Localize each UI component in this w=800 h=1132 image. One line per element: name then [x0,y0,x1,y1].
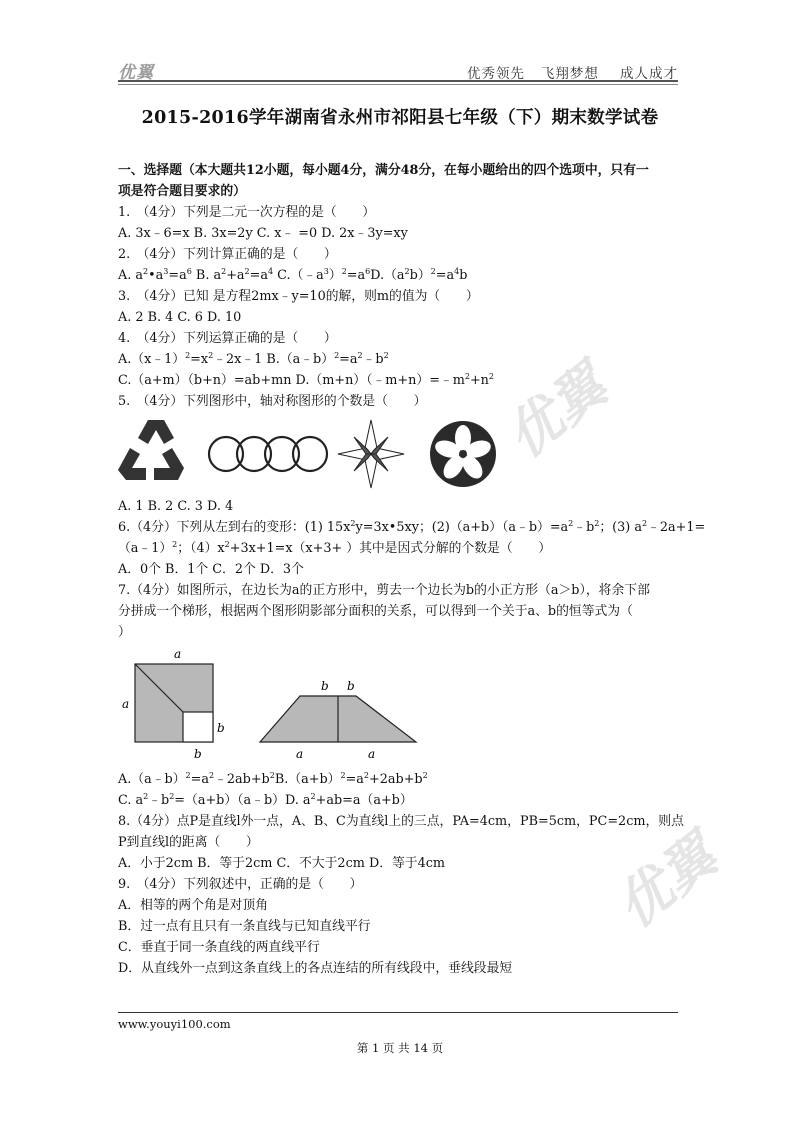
question-8-line2: P到直线l的距离（ ） [118,835,259,850]
question-6-line2: （a﹣1）$^2$；$(4)x^2+3x+1=x(x+3+$ ）其中是因式分解的个数是（ ） [118,540,552,556]
watermark: 优翼 [604,823,729,940]
question-2-stem: 2. （4分）下列计算正确的是（ ） [118,247,337,262]
question-9-stem: 9. （4分）下列叙述中，正确的是（ ） [118,877,363,892]
label-b-bottom: b [194,747,202,761]
header-slogan: 优秀领先 飞翔梦想 成人成才 [466,66,678,82]
question-8-line1: 8.（4分）点P是直线l外一点，A、B、C为直线l上的三点，PA=4cm，PB=5cm，PC=2cm，则点 [118,814,684,829]
question-4-options-ab: $A.(x﹣1)^2=x^2﹣2x﹣1$ $B.(a﹣b)^2=a^2﹣b^2$ [118,351,389,367]
label-a-top: a [174,647,182,661]
question-7-options-cd: C. $a^2﹣b^2=(a+b)(a﹣b)D$. $a^2+ab=a(a+b)$ [118,792,413,808]
question-7-figures [118,646,428,766]
question-7-line3: ） [118,625,131,640]
question-3-options: A. 2 B. 4 C. 6 D. 10 [118,310,242,325]
label-b-top-left: b [321,679,329,693]
question-9-option-b: B．过一点有且只有一条直线与已知直线平行 [118,919,371,934]
question-1-stem: 1. （4分）下列是二元一次方程的是（ ） [118,205,376,220]
header-rule [118,80,678,82]
question-5-figures [118,418,508,490]
question-6-line1: 6.（4分）下列从左到右的变形：(1) $15x^2y=3x•5xy$；$(2)(a+b)(a﹣b)=a^2﹣b^2$；(3) $a^2﹣2a+1=$ [118,519,706,535]
question-7-options-ab: $A.(a﹣b)^2=a^2﹣2ab+b^2B.(a+b)^2=a^2+2ab+b^2$ [118,771,428,787]
footer-rule [118,1012,678,1013]
question-7-line1: 7.（4分）如图所示，在边长为a的正方形中，剪去一个边长为b的小正方形（a＞b），将余下部 [118,583,650,598]
question-1-options: A. 3x﹣6=x B. 3x=2y C. x﹣ =0 D. 2x﹣3y=xy [118,226,408,241]
question-9-option-d: D．从直线外一点到这条直线上的各点连结的所有线段中，垂线段最短 [118,961,513,976]
square-figure [122,647,225,761]
question-5-options: A. 1 B. 2 C. 3 D. 4 [118,499,234,514]
question-8-options: A．小于2cm B．等于2cm C．不大于2cm D．等于4cm [118,856,446,871]
bauhinia-flower-figure [430,421,496,487]
header-rule-thin [118,84,678,85]
label-a-left: a [122,697,130,711]
recycle-symbol-figure [118,420,184,480]
trapezoid-figure [260,679,416,761]
section-heading-cont: 项是符合题目要求的） [118,184,246,199]
question-9-option-c: C．垂直于同一条直线的两直线平行 [118,940,320,955]
section-heading: 一、选择题（本大题共12小题，每小题4分，满分48分，在每小题给出的四个选项中，只有一 [118,163,649,178]
question-6-options: A．0个 B．1个 C．2个 D．3个 [118,562,304,577]
label-a-bottom-left: a [296,747,304,761]
question-2-options: A. $a^2•a^3=a^6$ B. $a^2+a^2=a^4$ $C.(﹣a^3)^2=a^6D.(a^2b)^2=a^4b$ [118,267,468,283]
compass-star-figure [338,420,404,488]
question-5-stem: 5. （4分）下列图形中，轴对称图形的个数是（ ） [118,394,427,409]
question-7-line2: 分拼成一个梯形，根据两个图形阴影部分面积的关系，可以得到一个关于a、b的恒等式为（ [118,604,633,619]
page-title: 2015-2016学年湖南省永州市祁阳县七年级（下）期末数学试卷 [141,108,659,128]
question-4-stem: 4. （4分）下列运算正确的是（ ） [118,331,337,346]
label-b-top-right: b [347,679,355,693]
question-9-option-a: A．相等的两个角是对顶角 [118,898,269,913]
footer-url[interactable]: www.youyi100.com [118,1017,231,1031]
label-b-right: b [217,721,225,735]
label-a-bottom-right: a [368,747,376,761]
question-3-stem: 3. （4分）已知 是方程2mx﹣y=10的解，则m的值为（ ） [118,289,479,304]
question-4-options-cd: C.（a+m）（b+n）=ab+mn $D.(m+n)(﹣m+n)=﹣m^2+n^2$ [118,372,495,388]
page-number: 第 1 页 共 14 页 [356,1041,444,1055]
five-rings-figure [209,437,327,471]
brand-logo: 优翼 [118,63,154,83]
watermark: 优翼 [494,353,619,470]
